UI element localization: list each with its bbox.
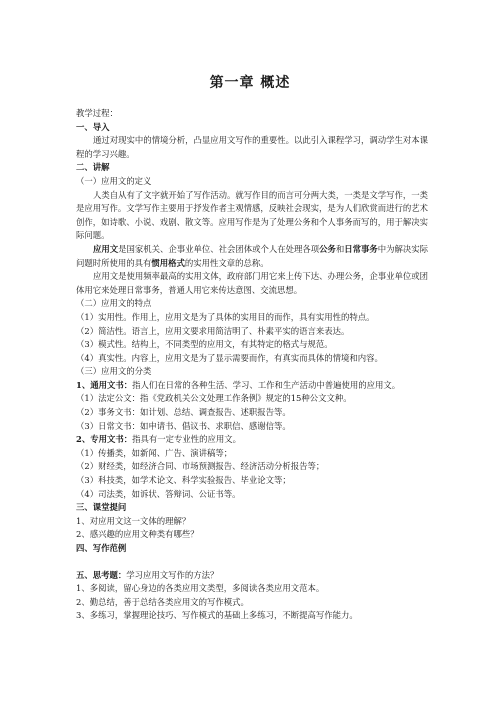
- term-official-business: 公务: [319, 243, 336, 254]
- definition-text: 和: [335, 243, 345, 254]
- general-documents-line: [76, 379, 428, 393]
- subheading-classification: （三）应用文的分类: [76, 366, 152, 377]
- method-item: 3、多练习，掌握理论技巧、写作模式的基础上多练习，不断提高写作能力。: [76, 610, 358, 621]
- definition-paragraph-1: 人类自从有了文字就开始了写作活动。就写作目的而言可分两大类，一类是文学写作，一类是应用写作。文学写作主要用于抒发作者主观情感，反映社会现实，是为人们欣赏而进行的艺术创作，如诗歌、小说、戏剧、散文等。应用写作是为了处理公务和个人事务而写的，用于解决实际问题。: [76, 189, 428, 241]
- classification-item: （1）法定公文：指《党政机关公文处理工作条例》规定的15种公文文种。: [76, 393, 352, 404]
- definition-text: 是国家机关、企事业单位、社会团体或个人在处理各项: [118, 243, 320, 254]
- term-conventional-format: 惯用格式: [151, 257, 185, 268]
- question-item: 1、对应用文这一文体的理解？: [76, 515, 191, 526]
- thinking-question-text: 学习应用文写作的方法？: [126, 569, 219, 580]
- blank-line: [76, 556, 428, 569]
- classification-item: （1）传播类，如新闻、广告、演讲稿等；: [76, 447, 233, 458]
- special-documents-line: [76, 433, 428, 447]
- classification-item: （4）司法类，如诉状、答辩词、公证书等。: [76, 488, 241, 499]
- question-item: 2、感兴趣的应用文种类有哪些？: [76, 529, 199, 540]
- section-heading-examples: 四、写作范例: [76, 543, 127, 553]
- definition-text: 中为解决实际问题时所使用的具有: [76, 243, 428, 268]
- feature-item: （3）模式性。结构上，不同类型的应用文，有其特定的格式与规范。: [76, 339, 333, 350]
- section-heading-questions: 三、课堂提问: [76, 502, 127, 513]
- thinking-question-line: [76, 569, 428, 583]
- classification-item: （2）财经类，如经济合同、市场预测报告、经济活动分析报告等；: [76, 461, 325, 472]
- classification-item: （2）事务文书：如计划、总结、调查报告、述职报告等。: [76, 407, 291, 418]
- teaching-process-label: 教学过程：: [76, 108, 118, 118]
- feature-item: （1）实用性。作用上，应用文是为了具体的实用目的而作，具有实用性的特点。: [76, 311, 375, 322]
- general-documents-text: 指人们在日常的各种生活、学习、工作和生产活动中普遍使用的应用文。: [132, 379, 401, 390]
- subheading-definition: （一）应用文的定义: [76, 175, 152, 186]
- general-documents-label: 1、通用文书：: [76, 379, 133, 390]
- definition-text: 的实用性文章的总称。: [184, 257, 269, 268]
- term-applied-writing: 应用文: [93, 243, 119, 254]
- definition-paragraph-3: 应用文是使用频率最高的实用文体，政府部门用它来上传下达、办理公务，企事业单位或团体用它来处理日常事务，普通人用它来传达意图、交流思想。: [76, 271, 428, 295]
- classification-item: （3）日常文书：如申请书、倡议书、求职信、感谢信等。: [76, 420, 291, 431]
- classification-item: （3）科技类，如学术论文、科学实验报告、毕业论文等；: [76, 475, 291, 486]
- term-daily-affairs: 日常事务: [344, 243, 378, 254]
- definition-paragraph-2: [76, 243, 428, 270]
- document-body: [76, 107, 428, 623]
- section-heading-explain: 二、讲解: [76, 162, 110, 173]
- special-documents-text: 指具有一定专业性的应用文。: [132, 434, 241, 445]
- method-item: 2、勤总结，善于总结各类应用文的写作模式。: [76, 596, 249, 607]
- chapter-title: 第一章 概述: [209, 75, 291, 91]
- feature-item: （4）真实性。内容上，应用文是为了显示需要而作，有真实而具体的情境和内容。: [76, 352, 383, 363]
- section-heading-intro: 一、导入: [76, 121, 110, 132]
- special-documents-label: 2、专用文书：: [76, 434, 133, 445]
- method-item: 1、多阅读，留心身边的各类应用文类型，多阅读各类应用文范本。: [76, 583, 325, 594]
- thinking-question-label: 五、思考题：: [76, 569, 127, 580]
- feature-item: （2）简洁性。语言上，应用文要求用简洁明了、朴素平实的语言来表达。: [76, 325, 350, 336]
- subheading-features: （二）应用文的特点: [76, 298, 152, 309]
- intro-paragraph: 通过对现实中的情境分析，凸显应用文写作的重要性。以此引入课程学习，调动学生对本课程的学习兴趣。: [76, 135, 428, 159]
